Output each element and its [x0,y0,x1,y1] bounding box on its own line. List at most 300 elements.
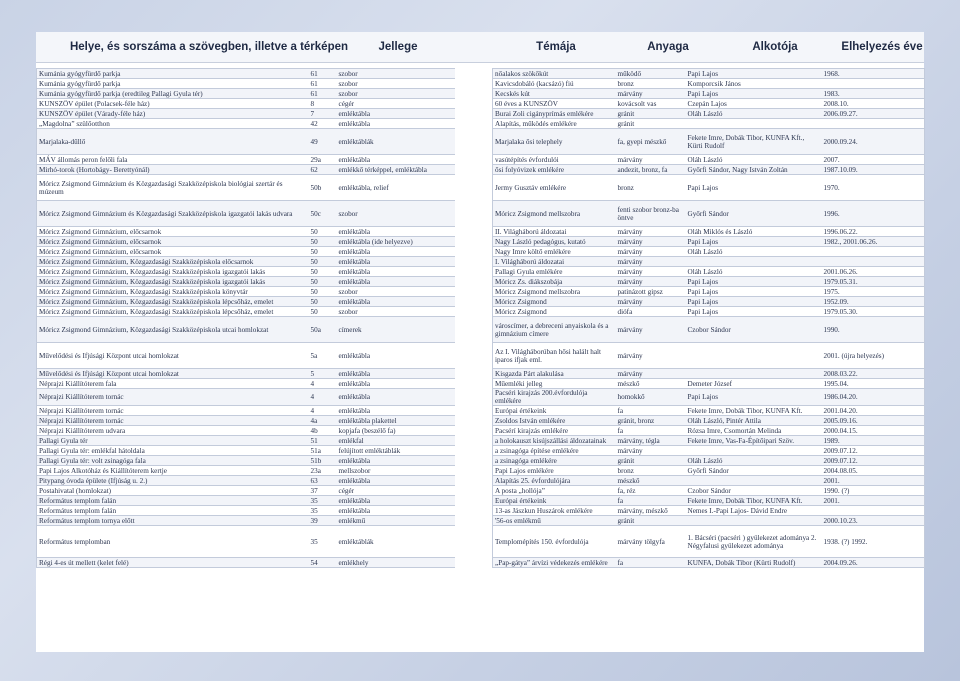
column-gap [455,175,493,201]
material-cell: bronz [616,466,686,476]
author-cell: Oláh Miklós és László [686,227,822,237]
topic-cell: Templomépítés 150. évfordulója [493,526,616,558]
type-cell: emléktábla [337,369,455,379]
year-cell: 2008.10. [822,99,925,109]
author-cell: Győrfi Sándor, Nagy István Zoltán [686,165,822,175]
number-cell: 50 [309,267,337,277]
type-cell: cégér [337,99,455,109]
column-gap [455,466,493,476]
location-cell: Néprajzi Kiállítóterem fala [37,379,309,389]
location-cell: Móricz Zsigmond Gimnázium, előcsarnok [37,227,309,237]
table-row [37,119,925,129]
location-cell: Pallagi Gyula tér: emlékfal hátoldala [37,446,309,456]
table-row [37,456,925,466]
column-gap [455,79,493,89]
material-cell: márvány [616,277,686,287]
location-cell: Kumánia gyógyfürdő parkja [37,69,309,79]
number-cell: 37 [309,486,337,496]
column-gap [455,558,493,568]
year-cell: 2001. (újra helyezés) [822,343,925,369]
location-cell: Móricz Zsigmond Gimnázium, előcsarnok [37,247,309,257]
type-cell: emléktábla [337,227,455,237]
table-row [37,406,925,416]
type-cell: emléktáblák [337,526,455,558]
year-cell: 1996. [822,201,925,227]
year-cell: 1987.10.09. [822,165,925,175]
material-cell: márvány [616,317,686,343]
column-gap [455,506,493,516]
monuments-table [36,68,925,568]
author-cell [686,446,822,456]
year-cell [822,247,925,257]
year-cell: 1990. (?) [822,486,925,496]
year-cell: 2005.09.16. [822,416,925,426]
location-cell: Református templom falán [37,506,309,516]
type-cell: címerek [337,317,455,343]
topic-cell: Európai értékeink [493,406,616,416]
topic-cell: II. Világháború áldozatai [493,227,616,237]
year-cell: 1995.04. [822,379,925,389]
column-gap [455,446,493,456]
table-row [37,257,925,267]
topic-cell: 13-as Jászkun Huszárok emlékére [493,506,616,516]
topic-cell: Kecskés kút [493,89,616,99]
number-cell: 54 [309,558,337,568]
number-cell: 62 [309,165,337,175]
year-cell: 2000.09.24. [822,129,925,155]
table-row [37,69,925,79]
column-gap [455,526,493,558]
type-cell: emléktábla [337,506,455,516]
table-row [37,237,925,247]
type-cell: emlékmű [337,516,455,526]
number-cell: 4a [309,416,337,426]
header-material: Anyaga [647,41,689,53]
type-cell: emléktábla [337,267,455,277]
author-cell: Papi Lajos [686,237,822,247]
location-cell: Református templomban [37,526,309,558]
table-row [37,486,925,496]
column-gap [455,297,493,307]
year-cell [822,257,925,267]
column-gap [455,69,493,79]
author-cell: Czobor Sándor [686,317,822,343]
topic-cell: Jermy Gusztáv emlékére [493,175,616,201]
material-cell: márvány [616,89,686,99]
location-cell: Református templom tornya előtt [37,516,309,526]
author-cell: Fekete Imre, Dobák Tibor, KUNFA Kft. [686,496,822,506]
table-row [37,99,925,109]
author-cell: Oláh László [686,267,822,277]
material-cell: márvány, tégla [616,436,686,446]
type-cell: emléktábla [337,257,455,267]
author-cell: Czobor Sándor [686,486,822,496]
topic-cell: Nagy Imre költő emlékére [493,247,616,257]
type-cell: felújított emléktáblák [337,446,455,456]
year-cell: 1986.04.20. [822,389,925,406]
number-cell: 50 [309,297,337,307]
material-cell: fa [616,496,686,506]
table-row [37,369,925,379]
header-year: Elhelyezés éve [841,41,923,53]
number-cell: 4b [309,426,337,436]
location-cell: Móricz Zsigmond Gimnázium, Közgazdasági Szakközépiskola könyvtár [37,287,309,297]
table-row [37,506,925,516]
author-cell: Rózsa Imre, Csomortán Melinda [686,426,822,436]
author-cell: Papi Lajos [686,307,822,317]
type-cell: emléktábla [337,476,455,486]
table-row [37,79,925,89]
number-cell: 35 [309,506,337,516]
year-cell: 2006.09.27. [822,109,925,119]
material-cell: fa [616,426,686,436]
material-cell: patinázott gipsz [616,287,686,297]
table-row [37,416,925,426]
location-cell: Néprajzi Kiállítóterem tornác [37,416,309,426]
material-cell: bronz [616,175,686,201]
type-cell: emléktábla [337,389,455,406]
table-row [37,379,925,389]
topic-cell: Móricz Zsigmond mellszobra [493,287,616,297]
location-cell: Kumánia gyógyfürdő parkja (eredtileg Pallagi Gyula tér) [37,89,309,99]
column-gap [455,287,493,297]
year-cell: 1983. [822,89,925,99]
location-cell: Móricz Zsigmond Gimnázium, Közgazdasági Szakközépiskola igazgatói lakás [37,277,309,287]
material-cell: homokkő [616,389,686,406]
number-cell: 4 [309,379,337,389]
year-cell: 2004.08.05. [822,466,925,476]
author-cell: Oláh László, Pintér Attila [686,416,822,426]
table-row [37,165,925,175]
topic-cell: Alapítás 25. évfordulójára [493,476,616,486]
table-row [37,175,925,201]
column-gap [455,247,493,257]
year-cell: 2000.10.23. [822,516,925,526]
number-cell: 5a [309,343,337,369]
author-cell: Czepán Lajos [686,99,822,109]
type-cell: szobor [337,201,455,227]
number-cell: 61 [309,79,337,89]
year-cell [822,506,925,516]
number-cell: 49 [309,129,337,155]
type-cell: emléktábla [337,119,455,129]
location-cell: Néprajzi Kiállítóterem tornác [37,406,309,416]
type-cell: szobor [337,307,455,317]
year-cell: 2008.03.22. [822,369,925,379]
column-gap [455,369,493,379]
year-cell: 2004.09.26. [822,558,925,568]
number-cell: 51b [309,456,337,466]
type-cell: emlékkő térképpel, emléktábla [337,165,455,175]
location-cell: Kumánia gyógyfürdő parkja [37,79,309,89]
table-row [37,267,925,277]
year-cell: 1979.05.31. [822,277,925,287]
column-gap [455,406,493,416]
type-cell: emléktábla [337,406,455,416]
material-cell: gránit [616,109,686,119]
author-cell: Nemes I.-Papi Lajos- Dávid Endre [686,506,822,516]
topic-cell: 60 éves a KUNSZÖV [493,99,616,109]
topic-cell: vasútépítés évfordulói [493,155,616,165]
year-cell: 2001.06.26. [822,267,925,277]
material-cell: fa, gyepi mészkő [616,129,686,155]
type-cell: emléktábla [337,496,455,506]
location-cell: Móricz Zsigmond Gimnázium, Közgazdasági Szakközépiskola igazgatói lakás [37,267,309,277]
number-cell: 50 [309,277,337,287]
year-cell: 2001. [822,496,925,506]
column-gap [455,277,493,287]
column-gap [455,119,493,129]
year-cell [822,79,925,89]
topic-cell: Alapítás, működés emlékére [493,119,616,129]
material-cell: bronz [616,79,686,89]
material-cell: kovácsolt vas [616,99,686,109]
table-row [37,297,925,307]
material-cell: márvány [616,257,686,267]
number-cell: 4 [309,406,337,416]
type-cell: kopjafa (beszélő fa) [337,426,455,436]
table-row [37,558,925,568]
table-row [37,129,925,155]
topic-cell: Kisgazda Párt alakulása [493,369,616,379]
column-gap [455,155,493,165]
location-cell: Móricz Zsigmond Gimnázium, Közgazdasági Szakközépiskola előcsarnok [37,257,309,267]
table-row [37,109,925,119]
topic-cell: a zsinagóga építése emlékére [493,446,616,456]
material-cell: mészkő [616,476,686,486]
location-cell: Postahivatal (homlokzat) [37,486,309,496]
material-cell: fa, réz [616,486,686,496]
number-cell: 5 [309,369,337,379]
location-cell: Pallagi Gyula tér [37,436,309,446]
number-cell: 50 [309,257,337,267]
number-cell: 61 [309,69,337,79]
location-cell: Művelődési és Ifjúsági Központ utcai homlokzat [37,343,309,369]
column-gap [455,201,493,227]
column-gap [455,165,493,175]
author-cell [686,476,822,486]
type-cell: szobor [337,89,455,99]
number-cell: 50b [309,175,337,201]
type-cell: emléktábla [337,297,455,307]
number-cell: 50 [309,237,337,247]
year-cell: 1975. [822,287,925,297]
location-cell: Régi 4-es út mellett (kelet felé) [37,558,309,568]
type-cell: emléktáblák [337,129,455,155]
column-gap [455,516,493,526]
year-cell: 2001. [822,476,925,486]
topic-cell: Pallagi Gyula emlékére [493,267,616,277]
year-cell [822,119,925,129]
table-row [37,476,925,486]
number-cell: 63 [309,476,337,486]
topic-cell: Pacséri kirajzás 200.évfordulója emlékére [493,389,616,406]
author-cell: KUNFA, Dobák Tibor (Kürti Rudolf) [686,558,822,568]
number-cell: 50 [309,287,337,297]
author-cell: Komporcsik János [686,79,822,89]
table-row [37,155,925,165]
author-cell [686,516,822,526]
year-cell: 1990. [822,317,925,343]
type-cell: szobor [337,69,455,79]
number-cell: 50 [309,247,337,257]
author-cell: Fekete Imre, Dobák Tibor, KUNFA Kft., Kürti Rudolf [686,129,822,155]
location-cell: Mirhó-torok (Hortobágy- Berettyónál) [37,165,309,175]
author-cell: Papi Lajos [686,89,822,99]
number-cell: 35 [309,526,337,558]
material-cell: mészkő [616,379,686,389]
material-cell: márvány tölgyfa [616,526,686,558]
column-gap [455,109,493,119]
location-cell: Néprajzi Kiállítóterem tornác [37,389,309,406]
material-cell: márvány [616,237,686,247]
material-cell: márvány [616,369,686,379]
author-cell: Oláh László [686,109,822,119]
topic-cell: Móricz Zs. diákszobája [493,277,616,287]
topic-cell: Kavicsdobáló (kacsázó) fiú [493,79,616,89]
author-cell [686,257,822,267]
number-cell: 50a [309,317,337,343]
type-cell: cégér [337,486,455,496]
author-cell: Oláh László [686,155,822,165]
location-cell: KUNSZÖV épület (Polacsek-féle ház) [37,99,309,109]
table-row [37,436,925,446]
material-cell: gránit [616,516,686,526]
author-cell: Papi Lajos [686,69,822,79]
number-cell: 42 [309,119,337,129]
type-cell: emléktábla [337,155,455,165]
column-gap [455,307,493,317]
material-cell: márvány, mészkő [616,506,686,516]
table-row [37,277,925,287]
column-gap [455,436,493,446]
column-gap [455,456,493,466]
number-cell: 39 [309,516,337,526]
material-cell: gránit [616,119,686,129]
topic-cell: Az I. Világháborúban hősi halált halt iparos ifjak eml. [493,343,616,369]
number-cell: 50c [309,201,337,227]
location-cell: KUNSZÖV épület (Várady-féle ház) [37,109,309,119]
location-cell: Művelődési és Ifjúsági Központ utcai homlokzat [37,369,309,379]
year-cell: 1938. (?) 1992. [822,526,925,558]
location-cell: Pallagi Gyula tér: volt zsinagóga fala [37,456,309,466]
topic-cell: Papi Lajos emlékére [493,466,616,476]
author-cell: 1. Bácséri (pacséri ) gyülekezet adományа 2. Négyfalusi gyülekezet adománya [686,526,822,558]
column-gap [455,426,493,436]
column-gap [455,496,493,506]
author-cell: Papi Lajos [686,287,822,297]
location-cell: Papi Lajos Alkotóház és Kiállítóterem kertje [37,466,309,476]
type-cell: emléktábla (ide helyezve) [337,237,455,247]
table-row [37,466,925,476]
table-row [37,307,925,317]
table-row [37,426,925,436]
material-cell: márvány [616,446,686,456]
type-cell: szobor [337,287,455,297]
topic-cell: Európai értékeink [493,496,616,506]
author-cell: Győrfi Sándor [686,201,822,227]
header-topic: Témája [536,41,576,53]
material-cell: márvány [616,247,686,257]
type-cell: szobor [337,79,455,89]
type-cell: emléktábla, relief [337,175,455,201]
header-type: Jellege [378,41,418,53]
table-row [37,526,925,558]
author-cell [686,343,822,369]
topic-cell: Móricz Zsigmond [493,307,616,317]
location-cell: „Magdolna” szülőotthon [37,119,309,129]
document-sheet [36,32,924,652]
author-cell: Papi Lajos [686,297,822,307]
table-row [37,201,925,227]
material-cell: márvány [616,267,686,277]
column-gap [455,237,493,247]
location-cell: Marjalaka-dűllő [37,129,309,155]
material-cell: fenti szobor bronz-ba öntve [616,201,686,227]
location-cell: Móricz Zsigmond Gimnázium, előcsarnok [37,237,309,247]
topic-cell: városcímer, a debreceni anyaiskola és a gimnázium címere [493,317,616,343]
year-cell: 2009.07.12. [822,456,925,466]
number-cell: 35 [309,496,337,506]
author-cell: Győrfi Sándor [686,466,822,476]
material-cell: márvány [616,227,686,237]
topic-cell: '56-os emlékmű [493,516,616,526]
table-row [37,496,925,506]
number-cell: 7 [309,109,337,119]
topic-cell: a holokauszt kisújszállási áldozatainak [493,436,616,446]
topic-cell: nőalakos szökőkút [493,69,616,79]
type-cell: emléktábla plakettel [337,416,455,426]
author-cell: Demeter József [686,379,822,389]
topic-cell: Műemléki jelleg [493,379,616,389]
table-row [37,227,925,237]
author-cell: Fekete Imre, Dobák Tibor, KUNFA Kft. [686,406,822,416]
year-cell: 1968. [822,69,925,79]
topic-cell: a zsinagóga emlékére [493,456,616,466]
number-cell: 51 [309,436,337,446]
table-header [36,32,924,63]
column-gap [455,257,493,267]
author-cell: Papi Lajos [686,277,822,287]
number-cell: 8 [309,99,337,109]
author-cell: Papi Lajos [686,389,822,406]
type-cell: emléktábla [337,379,455,389]
number-cell: 29a [309,155,337,165]
type-cell: emléktábla [337,277,455,287]
number-cell: 50 [309,227,337,237]
material-cell: működő [616,69,686,79]
topic-cell: ősi folyóvizek emlékére [493,165,616,175]
column-gap [455,99,493,109]
column-gap [455,389,493,406]
location-cell: Pitypang óvoda épülete (Ifjúság u. 2.) [37,476,309,486]
topic-cell: Pacsérí kirajzás emlékére [493,426,616,436]
table-row [37,287,925,297]
table-row [37,516,925,526]
year-cell: 1979.05.30. [822,307,925,317]
year-cell: 2001.04.20. [822,406,925,416]
type-cell: emlékfal [337,436,455,446]
header-location: Helye, és sorszáma a szövegben, illetve a térképen [69,41,349,53]
material-cell: márvány [616,297,686,307]
year-cell: 1996.06.22. [822,227,925,237]
material-cell: márvány [616,155,686,165]
topic-cell: Nagy László pedagógus, kutató [493,237,616,247]
type-cell: mellszobor [337,466,455,476]
year-cell: 2009.07.12. [822,446,925,456]
column-gap [455,267,493,277]
header-author: Alkotója [752,41,798,53]
